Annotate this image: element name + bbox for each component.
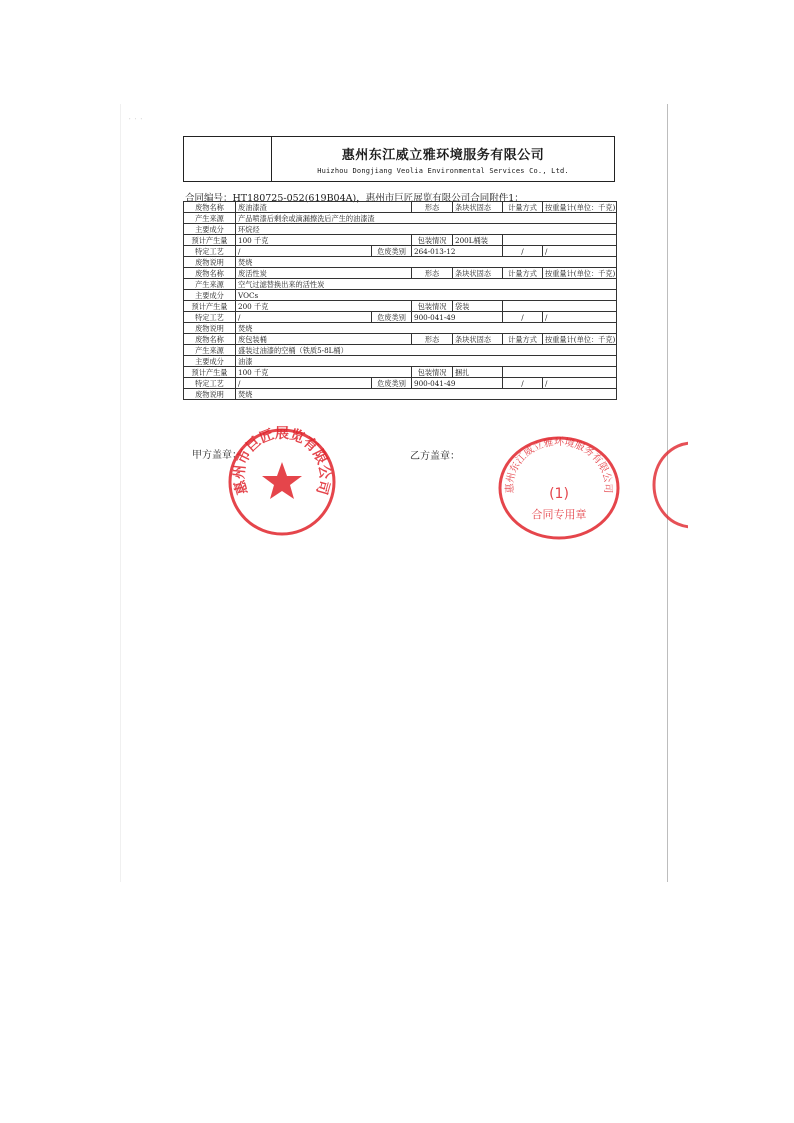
party-a-seal-stamp	[226, 426, 338, 538]
waste-extra-1: /	[503, 378, 543, 389]
label-metering: 计量方式	[503, 202, 543, 213]
waste-row-composition	[184, 224, 617, 235]
label-hazard-class: 危废类别	[372, 312, 412, 323]
waste-process: /	[236, 378, 372, 389]
label-waste-name: 废物名称	[184, 202, 236, 213]
company-name-block	[272, 137, 614, 181]
waste-row-disposal	[184, 323, 617, 334]
label-disposal: 废物说明	[184, 257, 236, 268]
waste-name: 废包装桶	[236, 334, 412, 345]
company-name-en: Huizhou Dongjiang Veolia Environmental Services Co., Ltd.	[317, 166, 569, 175]
metering-basis: 按重量计(单位：千克)	[543, 268, 617, 279]
waste-disposal: 焚烧	[236, 323, 617, 334]
label-source: 产生来源	[184, 213, 236, 224]
label-composition: 主要成分	[184, 356, 236, 367]
label-waste-name: 废物名称	[184, 268, 236, 279]
waste-extra-2: /	[543, 312, 617, 323]
waste-quantity: 200 千克	[236, 301, 412, 312]
waste-row-quantity	[184, 301, 617, 312]
label-disposal: 废物说明	[184, 389, 236, 400]
label-waste-name: 废物名称	[184, 334, 236, 345]
waste-row-source	[184, 279, 617, 290]
waste-row-process	[184, 312, 617, 323]
waste-row-name	[184, 268, 617, 279]
label-source: 产生来源	[184, 279, 236, 290]
label-metering: 计量方式	[503, 334, 543, 345]
waste-source: 产品喷漆后剩余或滴漏擦洗后产生的油漆渣	[236, 213, 617, 224]
svg-text:(1): (1)	[549, 486, 569, 502]
svg-text:惠州东江威立雅环境服务有限公司: 惠州东江威立雅环境服务有限公司	[504, 437, 614, 494]
label-process: 特定工艺	[184, 378, 236, 389]
waste-row-composition	[184, 356, 617, 367]
waste-form: 条块状固态	[453, 334, 503, 345]
waste-row-process	[184, 246, 617, 257]
waste-row-composition	[184, 290, 617, 301]
company-header	[183, 136, 615, 182]
label-packaging: 包装情况	[412, 235, 453, 246]
waste-composition: VOCs	[236, 290, 617, 301]
waste-row-process	[184, 378, 617, 389]
waste-row-name	[184, 202, 617, 213]
waste-row-name	[184, 334, 617, 345]
waste-disposal: 焚烧	[236, 389, 617, 400]
label-hazard-class: 危废类别	[372, 378, 412, 389]
waste-form: 条块状固态	[453, 202, 503, 213]
waste-composition: 油漆	[236, 356, 617, 367]
waste-quantity: 100 千克	[236, 367, 412, 378]
empty-cell	[503, 367, 617, 378]
company-name-cn: 惠州东江威立雅环境服务有限公司	[341, 147, 545, 163]
waste-source: 盛装过油漆的空桶（铁质5-8L桶）	[236, 345, 617, 356]
label-composition: 主要成分	[184, 224, 236, 235]
scan-edge-left	[120, 104, 121, 882]
metering-basis: 按重量计(单位：千克)	[543, 202, 617, 213]
label-source: 产生来源	[184, 345, 236, 356]
waste-extra-2: /	[543, 246, 617, 257]
party-a-seal-label: 甲方盖章：	[192, 450, 242, 461]
label-composition: 主要成分	[184, 290, 236, 301]
party-b-contract-seal-stamp	[496, 432, 622, 544]
waste-table	[183, 201, 617, 400]
waste-extra-1: /	[503, 312, 543, 323]
waste-name: 废活性炭	[236, 268, 412, 279]
waste-hazard-code: 264-013-12	[412, 246, 503, 257]
label-quantity: 预计产生量	[184, 301, 236, 312]
label-hazard-class: 危废类别	[372, 246, 412, 257]
waste-process: /	[236, 312, 372, 323]
svg-text:合同专用章: 合同专用章	[531, 508, 587, 521]
label-process: 特定工艺	[184, 246, 236, 257]
waste-row-quantity	[184, 235, 617, 246]
contract-number-line: 合同编号：HT180725-052(619B04A)，惠州市巨匠展览有限公司合同附件1：	[185, 193, 524, 204]
label-packaging: 包装情况	[412, 367, 453, 378]
waste-extra-1: /	[503, 246, 543, 257]
waste-quantity: 100 千克	[236, 235, 412, 246]
label-quantity: 预计产生量	[184, 367, 236, 378]
waste-row-disposal	[184, 389, 617, 400]
label-form: 形态	[412, 334, 453, 345]
waste-source: 空气过滤替换出来的活性炭	[236, 279, 617, 290]
waste-row-disposal	[184, 257, 617, 268]
metering-basis: 按重量计(单位：千克)	[543, 334, 617, 345]
label-disposal: 废物说明	[184, 323, 236, 334]
label-quantity: 预计产生量	[184, 235, 236, 246]
label-form: 形态	[412, 268, 453, 279]
label-metering: 计量方式	[503, 268, 543, 279]
empty-cell	[503, 235, 617, 246]
waste-packaging: 袋装	[453, 301, 503, 312]
waste-row-source	[184, 213, 617, 224]
scan-specks: ˙ ˙ ˙	[128, 118, 143, 126]
waste-hazard-code: 900-041-49	[412, 378, 503, 389]
waste-process: /	[236, 246, 372, 257]
label-form: 形态	[412, 202, 453, 213]
waste-packaging: 200L桶装	[453, 235, 503, 246]
svg-text:惠州市巨匠展览有限公司: 惠州市巨匠展览有限公司	[231, 426, 333, 497]
waste-composition: 环烷烃	[236, 224, 617, 235]
party-b-seal-label: 乙方盖章：	[410, 451, 460, 462]
waste-name: 废油漆渣	[236, 202, 412, 213]
waste-disposal: 焚烧	[236, 257, 617, 268]
empty-cell	[503, 301, 617, 312]
logo-cell	[184, 137, 272, 181]
label-packaging: 包装情况	[412, 301, 453, 312]
waste-packaging: 捆扎	[453, 367, 503, 378]
waste-form: 条块状固态	[453, 268, 503, 279]
waste-hazard-code: 900-041-49	[412, 312, 503, 323]
waste-extra-2: /	[543, 378, 617, 389]
waste-row-quantity	[184, 367, 617, 378]
waste-row-source	[184, 345, 617, 356]
label-process: 特定工艺	[184, 312, 236, 323]
partial-seal-edge	[648, 440, 688, 530]
